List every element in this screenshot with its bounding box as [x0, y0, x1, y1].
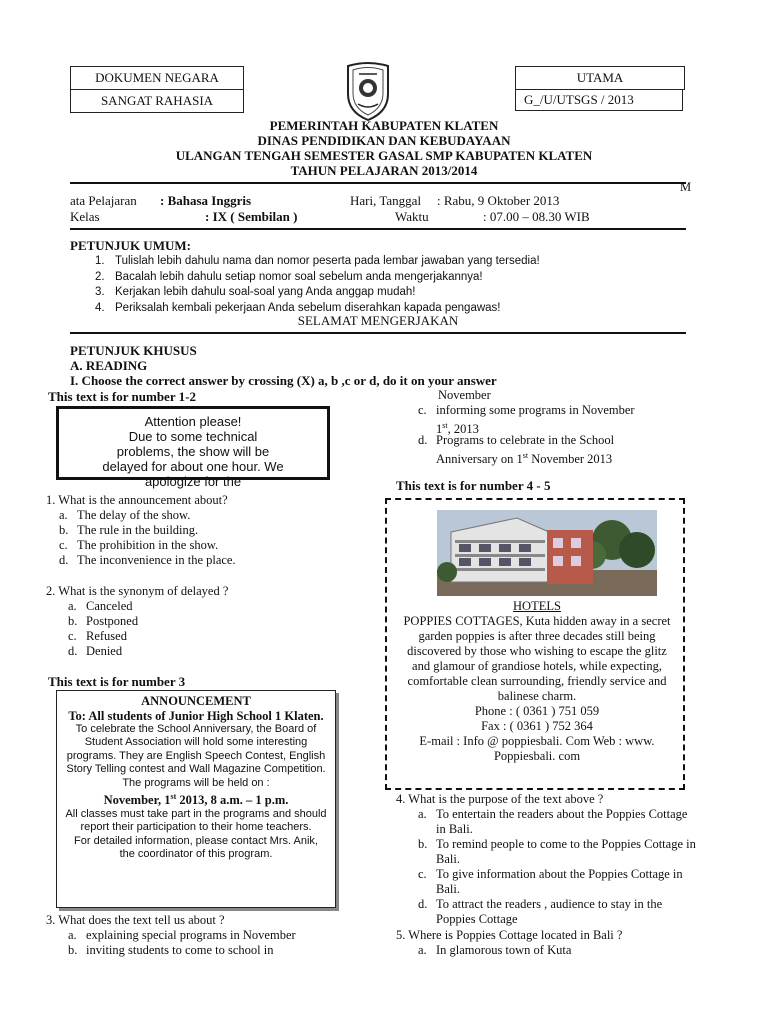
day-value: : Rabu, 9 Oktober 2013: [437, 193, 560, 208]
announcement-date-a: November, 1: [103, 793, 171, 808]
divider-umum: [70, 332, 686, 334]
item-number: 3.: [95, 286, 105, 298]
answer-option: [68, 629, 346, 644]
announcement-date-sup: st: [170, 792, 177, 801]
petunjuk-khusus-block: [70, 343, 197, 373]
question-1: [46, 493, 346, 568]
corner-mark: M: [680, 180, 692, 194]
hotel-box: [385, 498, 685, 790]
item-number: b.: [418, 837, 428, 851]
selamat-mengerjakan: SELAMAT MENGERJAKAN: [297, 313, 459, 328]
item-text: inviting students to come to school in: [86, 943, 274, 957]
announcement-body2: All classes must take part in the programs and should report their participation to their home teachers.: [65, 807, 327, 834]
answer-option: [59, 508, 346, 523]
option-text: Programs to celebrate in the School: [436, 433, 615, 447]
q3d-sup: st: [522, 451, 529, 460]
item-number: 1.: [95, 255, 105, 267]
class-label: Kelas: [70, 209, 100, 224]
item-number: b.: [68, 943, 78, 957]
option-text: informing some programs in November: [436, 403, 635, 417]
divider-info: [70, 228, 686, 230]
item-text: Denied: [86, 644, 123, 658]
item-number: 2.: [95, 270, 105, 283]
title-pemerintah: PEMERINTAH KABUPATEN KLATEN: [269, 118, 499, 133]
code-label: G_/U/UTSGS / 2013: [524, 92, 634, 107]
question-3-options: [46, 928, 356, 958]
question-1-options: [46, 508, 346, 568]
answer-option: [59, 538, 346, 553]
title-tahun: TAHUN PELAJARAN 2013/2014: [290, 163, 478, 178]
item-text: Kerjakan lebih dahulu soal-soal yang Anda anggap mudah!: [115, 286, 416, 298]
item-number: b.: [59, 523, 69, 537]
item-text: Refused: [86, 629, 127, 643]
question-5-text: 5. Where is Poppies Cottage located in Bali ?: [396, 928, 623, 942]
q3c-sup: st: [442, 421, 448, 430]
text-label-1-2: This text is for number 1-2: [48, 389, 196, 404]
item-text: The prohibition in the show.: [77, 538, 219, 552]
section-reading: A. READING: [70, 358, 148, 373]
announcement-date-b: 2013, 8 a.m. – 1 p.m.: [176, 793, 289, 808]
utama-label: UTAMA: [576, 70, 624, 85]
emblem-shield-icon: [343, 60, 393, 122]
subject-label: ata Pelajaran: [70, 193, 137, 208]
question-2-text: 2. What is the synonym of delayed ?: [46, 584, 229, 598]
rahasia-label: SANGAT RAHASIA: [100, 93, 214, 108]
item-number: b.: [68, 614, 78, 628]
answer-option: [68, 644, 346, 659]
attention-line: Attention please!: [144, 414, 242, 429]
instruction-line: I. Choose the correct answer by crossing (X) a, b ,c or d, do it on your answer: [70, 373, 497, 388]
item-text: Periksalah kembali pekerjaan Anda sebelum diserahkan kapada pengawas!: [115, 301, 501, 314]
petunjuk-umum-title: PETUNJUK UMUM:: [70, 238, 191, 253]
item-text: The delay of the show.: [77, 508, 191, 522]
time-value: : 07.00 – 08.30 WIB: [483, 209, 590, 224]
petunjuk-item: [95, 254, 695, 270]
question-4-options: [396, 807, 696, 927]
item-number: a.: [68, 599, 77, 613]
question-4-text: 4. What is the purpose of the text above ?: [396, 792, 604, 806]
question-2-options: [46, 599, 346, 659]
item-text: Canceled: [86, 599, 133, 613]
answer-option: [68, 928, 356, 943]
question-5-options: [396, 943, 696, 958]
answer-option: [59, 553, 346, 568]
item-number: c.: [68, 629, 77, 643]
question-3: [46, 913, 356, 958]
item-number: d.: [418, 897, 428, 911]
announcement-body: To celebrate the School Anniversary, the Board of Student Association will hold some interesting programs. They are English Speech Contest, English Story Telling contest and Wall Magazine Competition. The programs will be held on :: [66, 722, 326, 789]
item-text: To give information about the Poppies Cottage in Bali.: [436, 867, 683, 896]
option-letter: c.: [418, 403, 427, 417]
text-label-4-5: This text is for number 4 - 5: [396, 478, 551, 493]
attention-box: [56, 406, 330, 489]
item-number: d.: [59, 553, 69, 567]
text-label-3: This text is for number 3: [48, 674, 186, 689]
announcement-box: [56, 690, 336, 908]
attention-line: delayed for about one hour. We: [102, 459, 284, 474]
petunjuk-item: [95, 285, 695, 301]
option-letter: d.: [418, 433, 428, 447]
answer-option: [418, 807, 696, 837]
item-text: Bacalah lebih dahulu setiap nomor soal sebelum anda mengerjakannya!: [115, 270, 483, 283]
answer-option: [418, 943, 696, 958]
time-label: Waktu: [395, 209, 429, 224]
item-text: The inconvenience in the place.: [77, 553, 236, 567]
hotel-photo: [437, 510, 657, 596]
regency-emblem: [343, 60, 393, 122]
item-text: Tulislah lebih dahulu nama dan nomor peserta pada lembar jawaban yang tersedia!: [115, 255, 540, 267]
q3c-num: 1: [436, 422, 443, 437]
announcement-date: [65, 790, 327, 808]
divider-top: [70, 182, 686, 184]
question-5: [396, 928, 696, 958]
q3-continuation: November: [438, 388, 491, 402]
q3c-year: , 2013: [447, 422, 479, 437]
item-text: To remind people to come to the Poppies Cottage in Bali.: [436, 837, 696, 866]
question-3-text: 3. What does the text tell us about ?: [46, 913, 225, 927]
hotel-web: Poppiesbali. com: [493, 749, 581, 763]
header-titles: [0, 118, 768, 178]
attention-line: problems, the show will be: [116, 444, 270, 459]
dokumen-label: DOKUMEN NEGARA: [95, 70, 219, 85]
item-number: a.: [68, 928, 77, 942]
answer-option: [418, 837, 696, 867]
item-number: a.: [59, 508, 68, 522]
petunjuk-khusus-title: PETUNJUK KHUSUS: [70, 343, 197, 358]
hotel-phone: Phone : ( 0361 ) 751 059: [474, 704, 600, 718]
item-number: a.: [418, 807, 427, 821]
option-text-cont: [436, 448, 612, 467]
answer-option: [68, 614, 346, 629]
answer-option: [68, 599, 346, 614]
answer-option: [418, 897, 696, 927]
header-box-code: [515, 89, 683, 111]
subject-value: : Bahasa Inggris: [160, 193, 252, 208]
announcement-title: ANNOUNCEMENT: [141, 694, 251, 708]
attention-line: apologize for the: [144, 474, 242, 489]
answer-option: [418, 867, 696, 897]
answer-option: [68, 943, 356, 958]
answer-option: [59, 523, 346, 538]
header-box-dokumen: [70, 66, 244, 90]
item-number: a.: [418, 943, 427, 957]
hotel-body: POPPIES COTTAGES, Kuta hidden away in a secret garden poppies is after three decades still being discovered by those who wishing to escape the glitz and glamour of grandiose hotels, while expecting, comfortable clean surrounding, friendly service and balinese charm.: [403, 614, 671, 703]
question-2: [46, 584, 346, 659]
petunjuk-item: [95, 270, 695, 286]
item-text: Postponed: [86, 614, 139, 628]
item-number: 4.: [95, 301, 105, 314]
item-text: To entertain the readers about the Poppies Cottage in Bali.: [436, 807, 688, 836]
class-value: : IX ( Sembilan ): [205, 209, 298, 224]
item-text: The rule in the building.: [77, 523, 199, 537]
announcement-to: To: All students of Junior High School 1 Klaten.: [68, 708, 324, 723]
hotel-email: E-mail : Info @ poppiesbali. Com Web : www.: [419, 734, 655, 748]
question-4: [396, 792, 696, 927]
q3d-a: Anniversary on 1: [436, 452, 523, 467]
q3d-b: November 2013: [528, 452, 613, 467]
hotel-heading: HOTELS: [513, 599, 561, 613]
item-number: d.: [68, 644, 78, 658]
question-3-option-d: [418, 433, 698, 467]
title-dinas: DINAS PENDIDIKAN DAN KEBUDAYAAN: [257, 133, 511, 148]
hotel-text: [397, 599, 677, 764]
header-box-utama: [515, 66, 685, 90]
item-text: In glamorous town of Kuta: [436, 943, 572, 957]
petunjuk-umum-list: [95, 254, 695, 316]
question-1-text: 1. What is the announcement about?: [46, 493, 228, 507]
item-number: c.: [418, 867, 427, 881]
attention-line: Due to some technical: [128, 429, 258, 444]
title-ulangan: ULANGAN TENGAH SEMESTER GASAL SMP KABUPATEN KLATEN: [175, 148, 593, 163]
hotel-building-icon: [437, 510, 657, 596]
item-number: c.: [59, 538, 68, 552]
item-text: explaining special programs in November: [86, 928, 296, 942]
hotel-fax: Fax : ( 0361 ) 752 364: [481, 719, 593, 733]
announcement-contact: For detailed information, please contact Mrs. Anik, the coordinator of this program.: [74, 834, 318, 861]
item-text: To attract the readers , audience to stay in the Poppies Cottage: [436, 897, 663, 926]
header-box-rahasia: [70, 89, 244, 113]
day-label: Hari, Tanggal: [350, 193, 422, 208]
